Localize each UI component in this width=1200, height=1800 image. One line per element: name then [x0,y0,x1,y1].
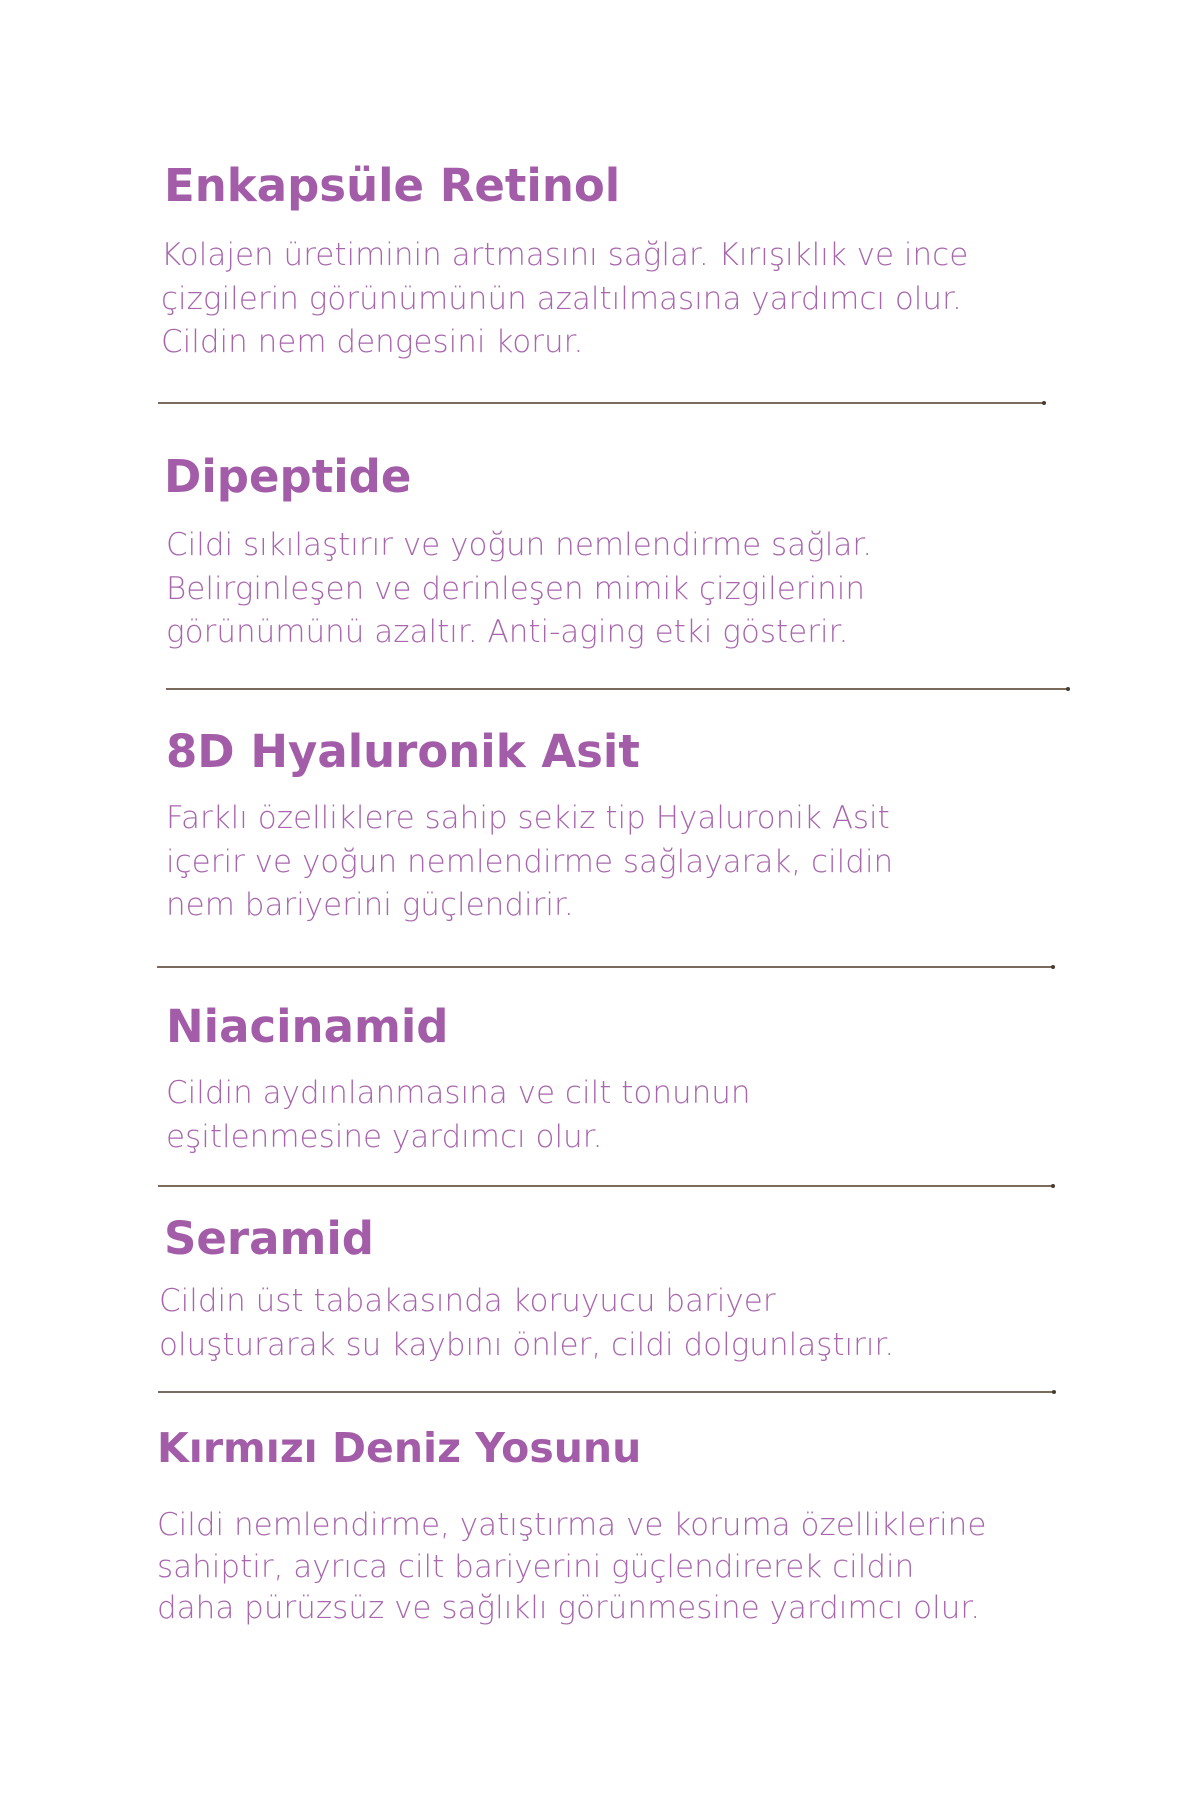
description-line: eşitlenmesine yardımcı olur. [166,1118,603,1155]
ingredient-description [161,234,968,365]
description-line: Cildin nem dengesini korur. [161,324,584,360]
description-line: çizgilerin görünümünün azaltılmasına yardımcı olur. [161,280,962,317]
ingredient-title: Dipeptide [164,450,412,503]
description-line: nem bariyerini güçlendirir. [166,887,574,923]
ingredient-title: 8D Hyaluronik Asit [166,725,640,778]
section-divider [158,1185,1052,1187]
description-line: Belirginleşen ve derinleşen mimik çizgilerinin [166,570,866,607]
ingredient-title: Enkapsüle Retinol [164,159,621,212]
description-line: görünümünü azaltır. Anti-aging etki gösterir. [166,614,849,650]
description-line: Cildin üst tabakasında koruyucu bariyer [159,1283,776,1319]
ingredient-section-red-algae [157,1426,641,1471]
description-line: Kolajen üretiminin artmasını sağlar. Kırışıklık ve ince [161,237,969,273]
description-line: oluşturarak su kaybını önler, cildi dolgunlaştırır. [159,1326,895,1363]
ingredient-description [166,1072,751,1159]
ingredient-description [166,797,893,928]
description-line: Cildi nemlendirme, yatıştırma ve koruma özelliklerine [157,1507,987,1543]
description-line: daha pürüzsüz ve sağlıklı görünmesine yardımcı olur. [157,1590,981,1626]
section-divider [158,402,1043,404]
ingredient-section-retinol [164,161,620,211]
ingredient-description [166,524,872,655]
section-divider [158,1391,1053,1393]
ingredient-section-seramid [164,1214,374,1264]
section-divider [157,966,1052,968]
ingredient-description [159,1280,894,1367]
description-line: içerir ve yoğun nemlendirme sağlayarak, cildin [166,843,894,880]
ingredient-title: Niacinamid [166,1000,449,1053]
ingredient-section-niacinamid [166,1002,448,1052]
description-line: Cildin aydınlanmasına ve cilt tonunun [166,1075,751,1111]
description-line: Farklı özelliklere sahip sekiz tip Hyaluronik Asit [166,800,890,836]
description-line: sahiptir, ayrıca cilt bariyerini güçlendirerek cildin [157,1548,915,1585]
description-line: Cildi sıkılaştırır ve yoğun nemlendirme sağlar. [166,527,873,563]
ingredient-section-dipeptide [164,452,411,502]
ingredient-section-hyaluronic [166,727,640,777]
ingredient-title: Seramid [164,1212,375,1265]
ingredient-description [157,1505,986,1630]
section-divider [166,688,1067,690]
ingredient-title: Kırmızı Deniz Yosunu [157,1424,642,1472]
